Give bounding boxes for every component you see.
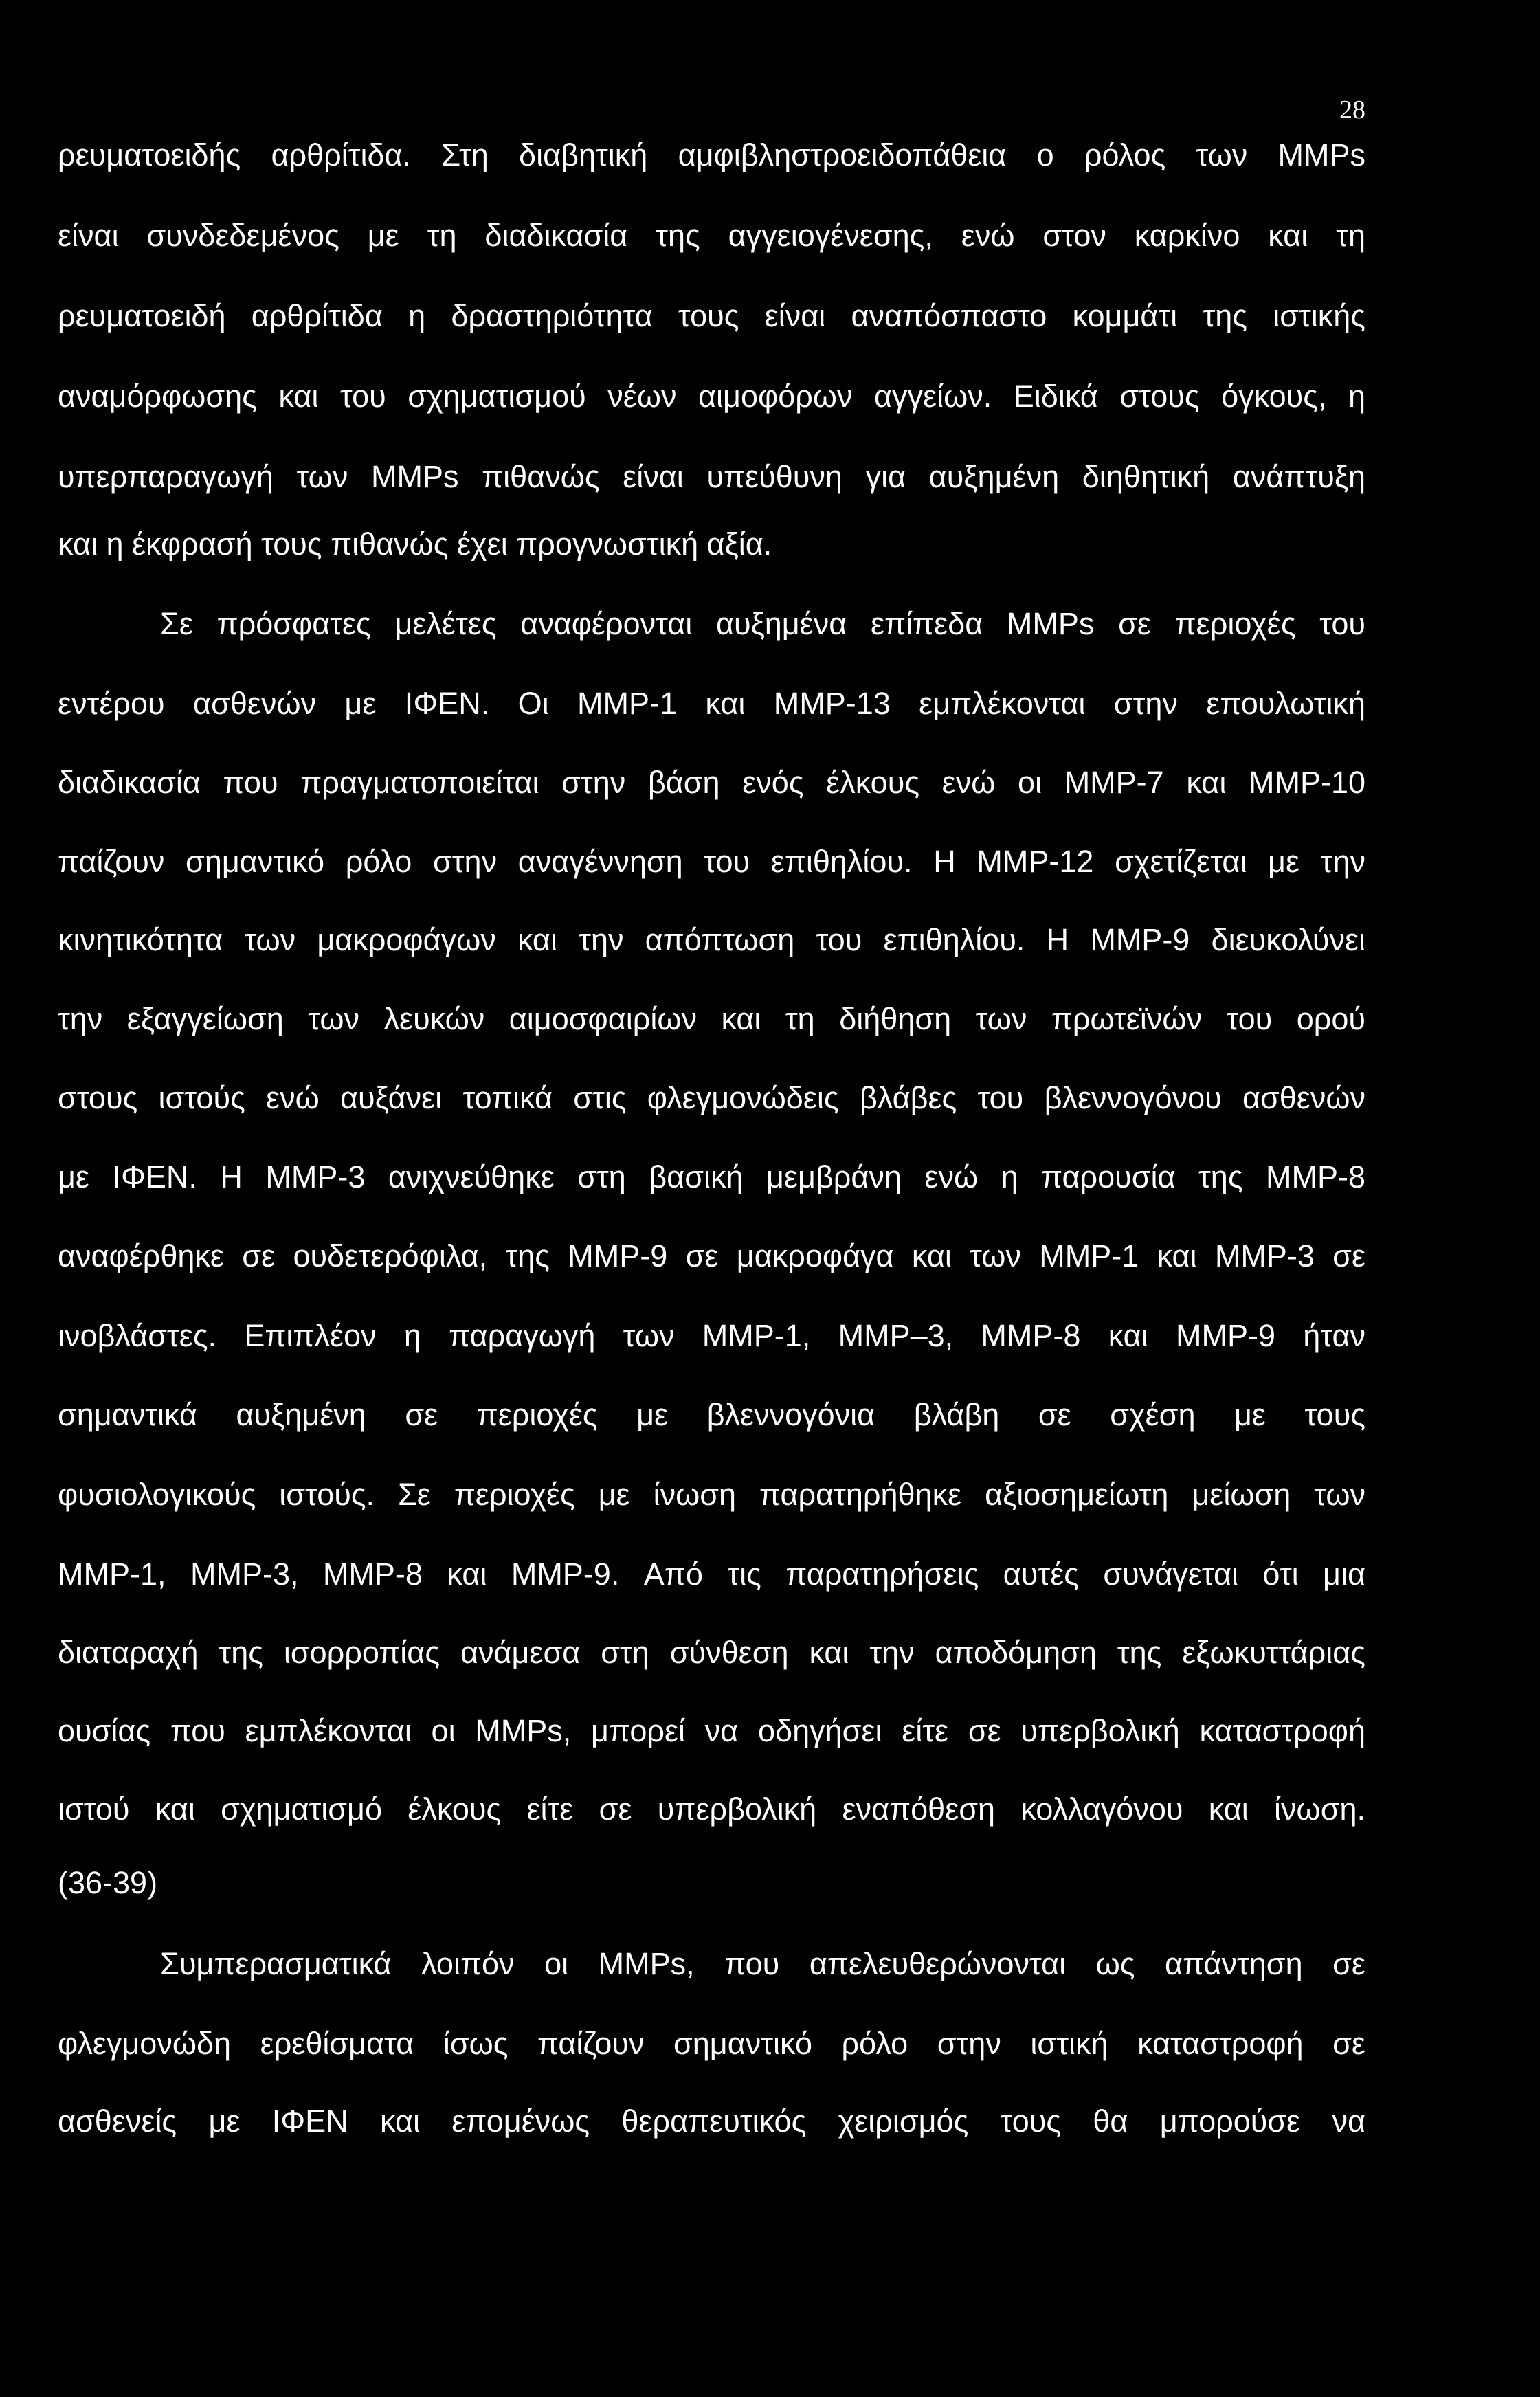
text-line: ρευματοειδής αρθρίτιδα. Στη διαβητική αμφιβληστροειδοπάθεια ο ρόλος των MMPs bbox=[58, 137, 1365, 172]
text-line: είναι συνδεδεμένος με τη διαδικασία της αγγειογένεσης, ενώ στον καρκίνο και τη bbox=[58, 218, 1365, 253]
text-line: κινητικότητα των μακροφάγων και την απόπτωση του επιθηλίου. Η MMP-9 διευκολύνει bbox=[58, 922, 1365, 957]
text-line: MMP-1, MMP-3, MMP-8 και MMP-9. Από τις παρατηρήσεις αυτές συνάγεται ότι μια bbox=[58, 1557, 1365, 1592]
text-line: (36-39) bbox=[58, 1865, 158, 1900]
text-line: ουσίας που εμπλέκονται οι MMPs, μπορεί να οδηγήσει είτε σε υπερβολική καταστροφή bbox=[58, 1713, 1365, 1748]
text-line: παίζουν σημαντικό ρόλο στην αναγέννηση του επιθηλίου. Η MMP-12 σχετίζεται με την bbox=[58, 844, 1365, 879]
text-line: ασθενείς με ΙΦΕΝ και επομένως θεραπευτικός χειρισμός τους θα μπορούσε να bbox=[58, 2104, 1365, 2139]
text-line: υπερπαραγωγή των MMPs πιθανώς είναι υπεύθυνη για αυξημένη διηθητική ανάπτυξη bbox=[58, 459, 1365, 494]
text-line: ινοβλάστες. Επιπλέον η παραγωγή των MMP-1, MMP–3, MMP-8 και MMP-9 ήταν bbox=[58, 1318, 1365, 1353]
text-line: στους ιστούς ενώ αυξάνει τοπικά στις φλεγμονώδεις βλάβες του βλεννογόνου ασθενών bbox=[58, 1080, 1365, 1115]
text-line: και η έκφρασή τους πιθανώς έχει προγνωστική αξία. bbox=[58, 526, 772, 561]
text-line: την εξαγγείωση των λευκών αιμοσφαιρίων και τη διήθηση των πρωτεϊνών του ορού bbox=[58, 1001, 1365, 1036]
text-line: Συμπερασματικά λοιπόν οι MMPs, που απελευθερώνονται ως απάντηση σε bbox=[160, 1946, 1365, 1981]
text-line: φυσιολογικούς ιστούς. Σε περιοχές με ίνωση παρατηρήθηκε αξιοσημείωτη μείωση των bbox=[58, 1477, 1365, 1512]
text-line: εντέρου ασθενών με ΙΦΕΝ. Οι MMP-1 και MMP-13 εμπλέκονται στην επουλωτική bbox=[58, 686, 1365, 721]
text-line: διαδικασία που πραγματοποιείται στην βάση ενός έλκους ενώ οι MMP-7 και MMP-10 bbox=[58, 765, 1365, 800]
text-line: Σε πρόσφατες μελέτες αναφέρονται αυξημένα επίπεδα MMPs σε περιοχές του bbox=[160, 606, 1365, 641]
text-line: αναμόρφωσης και του σχηματισμού νέων αιμοφόρων αγγείων. Ειδικά στους όγκους, η bbox=[58, 379, 1365, 414]
text-line: με ΙΦΕΝ. Η MMP-3 ανιχνεύθηκε στη βασική μεμβράνη ενώ η παρουσία της MMP-8 bbox=[58, 1159, 1365, 1194]
text-line: ρευματοειδή αρθρίτιδα η δραστηριότητα τους είναι αναπόσπαστο κομμάτι της ιστικής bbox=[58, 298, 1365, 333]
page-number: 28 bbox=[1339, 96, 1365, 124]
text-line: αναφέρθηκε σε ουδετερόφιλα, της MMP-9 σε μακροφάγα και των MMP-1 και MMP-3 σε bbox=[58, 1238, 1365, 1273]
text-line: διαταραχή της ισορροπίας ανάμεσα στη σύνθεση και την αποδόμηση της εξωκυττάριας bbox=[58, 1635, 1365, 1670]
text-line: ιστού και σχηματισμό έλκους είτε σε υπερβολική εναπόθεση κολλαγόνου και ίνωση. bbox=[58, 1792, 1365, 1827]
text-line: σημαντικά αυξημένη σε περιοχές με βλεννογόνια βλάβη σε σχέση με τους bbox=[58, 1397, 1365, 1432]
text-line: φλεγμονώδη ερεθίσματα ίσως παίζουν σημαντικό ρόλο στην ιστική καταστροφή σε bbox=[58, 2026, 1365, 2061]
